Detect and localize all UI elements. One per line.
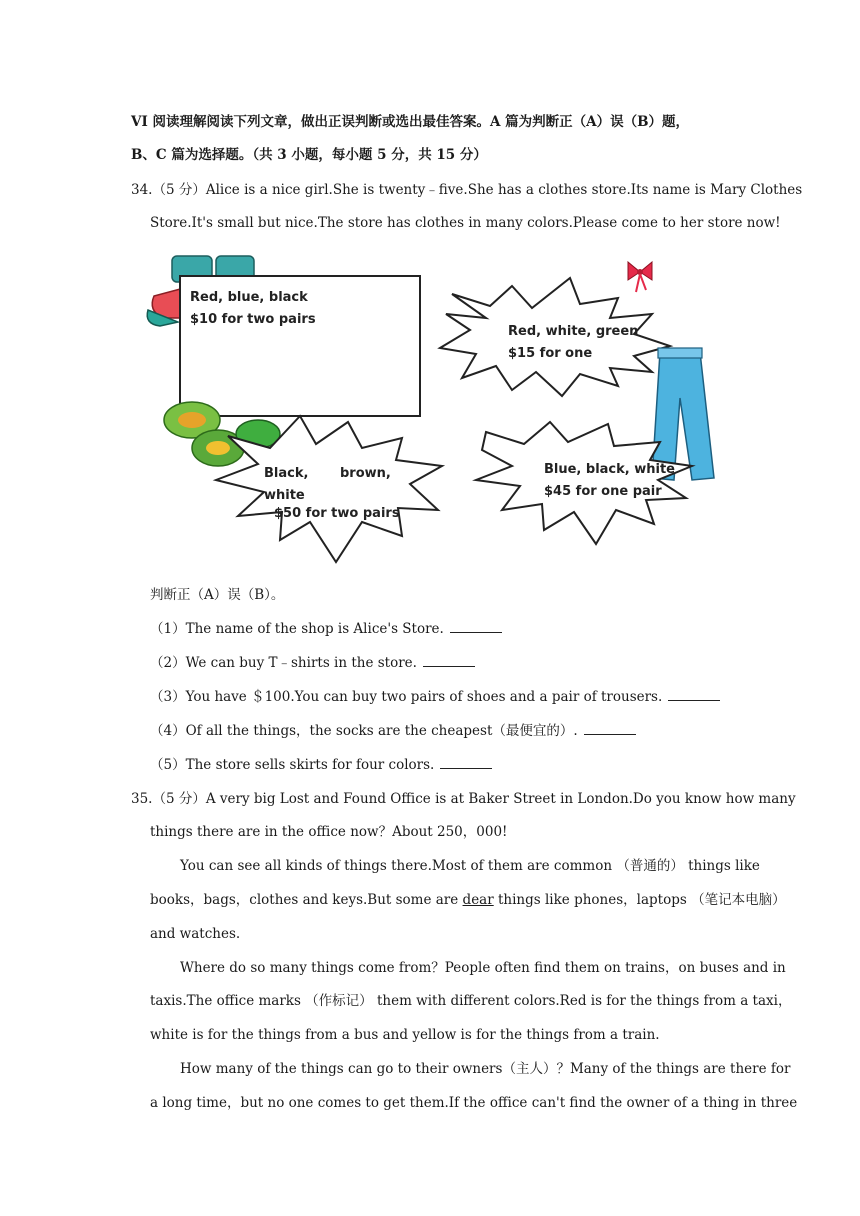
ad-socks-price: $10 for two pairs bbox=[190, 312, 316, 327]
answer-blank-1[interactable] bbox=[450, 619, 502, 633]
q35-p1-line2-b: things like phones，laptops （笔记本电脑） bbox=[493, 892, 786, 908]
q34-intro-line2: Store.It's small but nice.The store has clothes in many colors.Please come to her store now! bbox=[150, 215, 781, 231]
ad-skirt-price: $15 for one bbox=[508, 346, 593, 361]
q34-item-3-text: （3）You have ＄100.You can buy two pairs of shoes and a pair of trousers. bbox=[150, 689, 663, 705]
q35-line1: 35.（5 分）A very big Lost and Found Office is at Baker Street in London.Do you know how many bbox=[131, 791, 796, 807]
q35-p1-line3: and watches. bbox=[150, 926, 241, 942]
answer-blank-5[interactable] bbox=[440, 755, 492, 769]
answer-blank-3[interactable] bbox=[668, 687, 720, 701]
ad-shoes-color-black: Black, bbox=[264, 466, 309, 481]
q35-p2-line2: taxis.The office marks （作标记） them with different colors.Red is for the things from a taxi， bbox=[150, 993, 792, 1009]
q34-item-2-text: （2）We can buy T﹣shirts in the store. bbox=[150, 655, 417, 671]
answer-blank-2[interactable] bbox=[423, 653, 475, 667]
q35-p3-line1: How many of the things can go to their owners（主人）？Many of the things are there for bbox=[180, 1061, 791, 1077]
ad-skirt-colors: Red, white, green bbox=[508, 324, 639, 339]
answer-blank-4[interactable] bbox=[584, 721, 636, 735]
trousers-picture bbox=[652, 348, 714, 480]
q35-p1-line2 bbox=[150, 890, 786, 910]
q34-item-1 bbox=[150, 619, 502, 639]
q34-item-5 bbox=[150, 755, 492, 775]
ad-shoes-color-white: white bbox=[264, 488, 305, 503]
q35-p2-line1: Where do so many things come from？People often find them on trains，on buses and in bbox=[180, 960, 786, 976]
ad-skirt bbox=[440, 278, 670, 396]
q34-item-4 bbox=[150, 721, 636, 741]
q34-item-1-text: （1）The name of the shop is Alice's Store. bbox=[150, 621, 444, 637]
bow-picture bbox=[628, 262, 652, 292]
ad-shoes-color-brown: brown, bbox=[340, 466, 391, 481]
store-ads-illustration bbox=[140, 248, 730, 573]
underlined-word-dear: dear bbox=[462, 892, 494, 908]
ad-shoes-price: $50 for two pairs bbox=[274, 506, 400, 521]
section-header-line2: B、C 篇为选择题。（共 3 小题，每小题 5 分，共 15 分） bbox=[131, 147, 487, 163]
q35-p1-line1: You can see all kinds of things there.Most of them are common （普通的） things like bbox=[180, 858, 760, 874]
q35-p2-line3: white is for the things from a bus and yellow is for the things from a train. bbox=[150, 1027, 660, 1043]
q34-intro-line1: 34.（5 分）Alice is a nice girl.She is twenty﹣five.She has a clothes store.Its name is Mary Clothes bbox=[131, 182, 803, 198]
q34-item-5-text: （5）The store sells skirts for four colors. bbox=[150, 757, 435, 773]
q34-item-3 bbox=[150, 687, 720, 707]
ad-trousers-colors: Blue, black, white bbox=[544, 462, 676, 477]
ad-socks bbox=[180, 276, 420, 416]
q35-p1-line2-a: books，bags，clothes and keys.But some are bbox=[150, 892, 463, 908]
q34-instruction: 判断正（A）误（B）。 bbox=[150, 587, 285, 603]
ad-trousers-price: $45 for one pair bbox=[544, 484, 662, 499]
q35-line2: things there are in the office now？About 250，000! bbox=[150, 824, 508, 840]
q34-item-4-text: （4）Of all the things，the socks are the cheapest（最便宜的）. bbox=[150, 723, 578, 739]
ad-socks-colors: Red, blue, black bbox=[190, 290, 308, 305]
section-header-line1: VI 阅读理解阅读下列文章，做出正误判断或选出最佳答案。A 篇为判断正（A）误（B）题， bbox=[131, 114, 690, 130]
q35-p3-line2: a long time，but no one comes to get them.If the office can't find the owner of a thing in three bbox=[150, 1095, 798, 1111]
q34-item-2 bbox=[150, 653, 475, 673]
